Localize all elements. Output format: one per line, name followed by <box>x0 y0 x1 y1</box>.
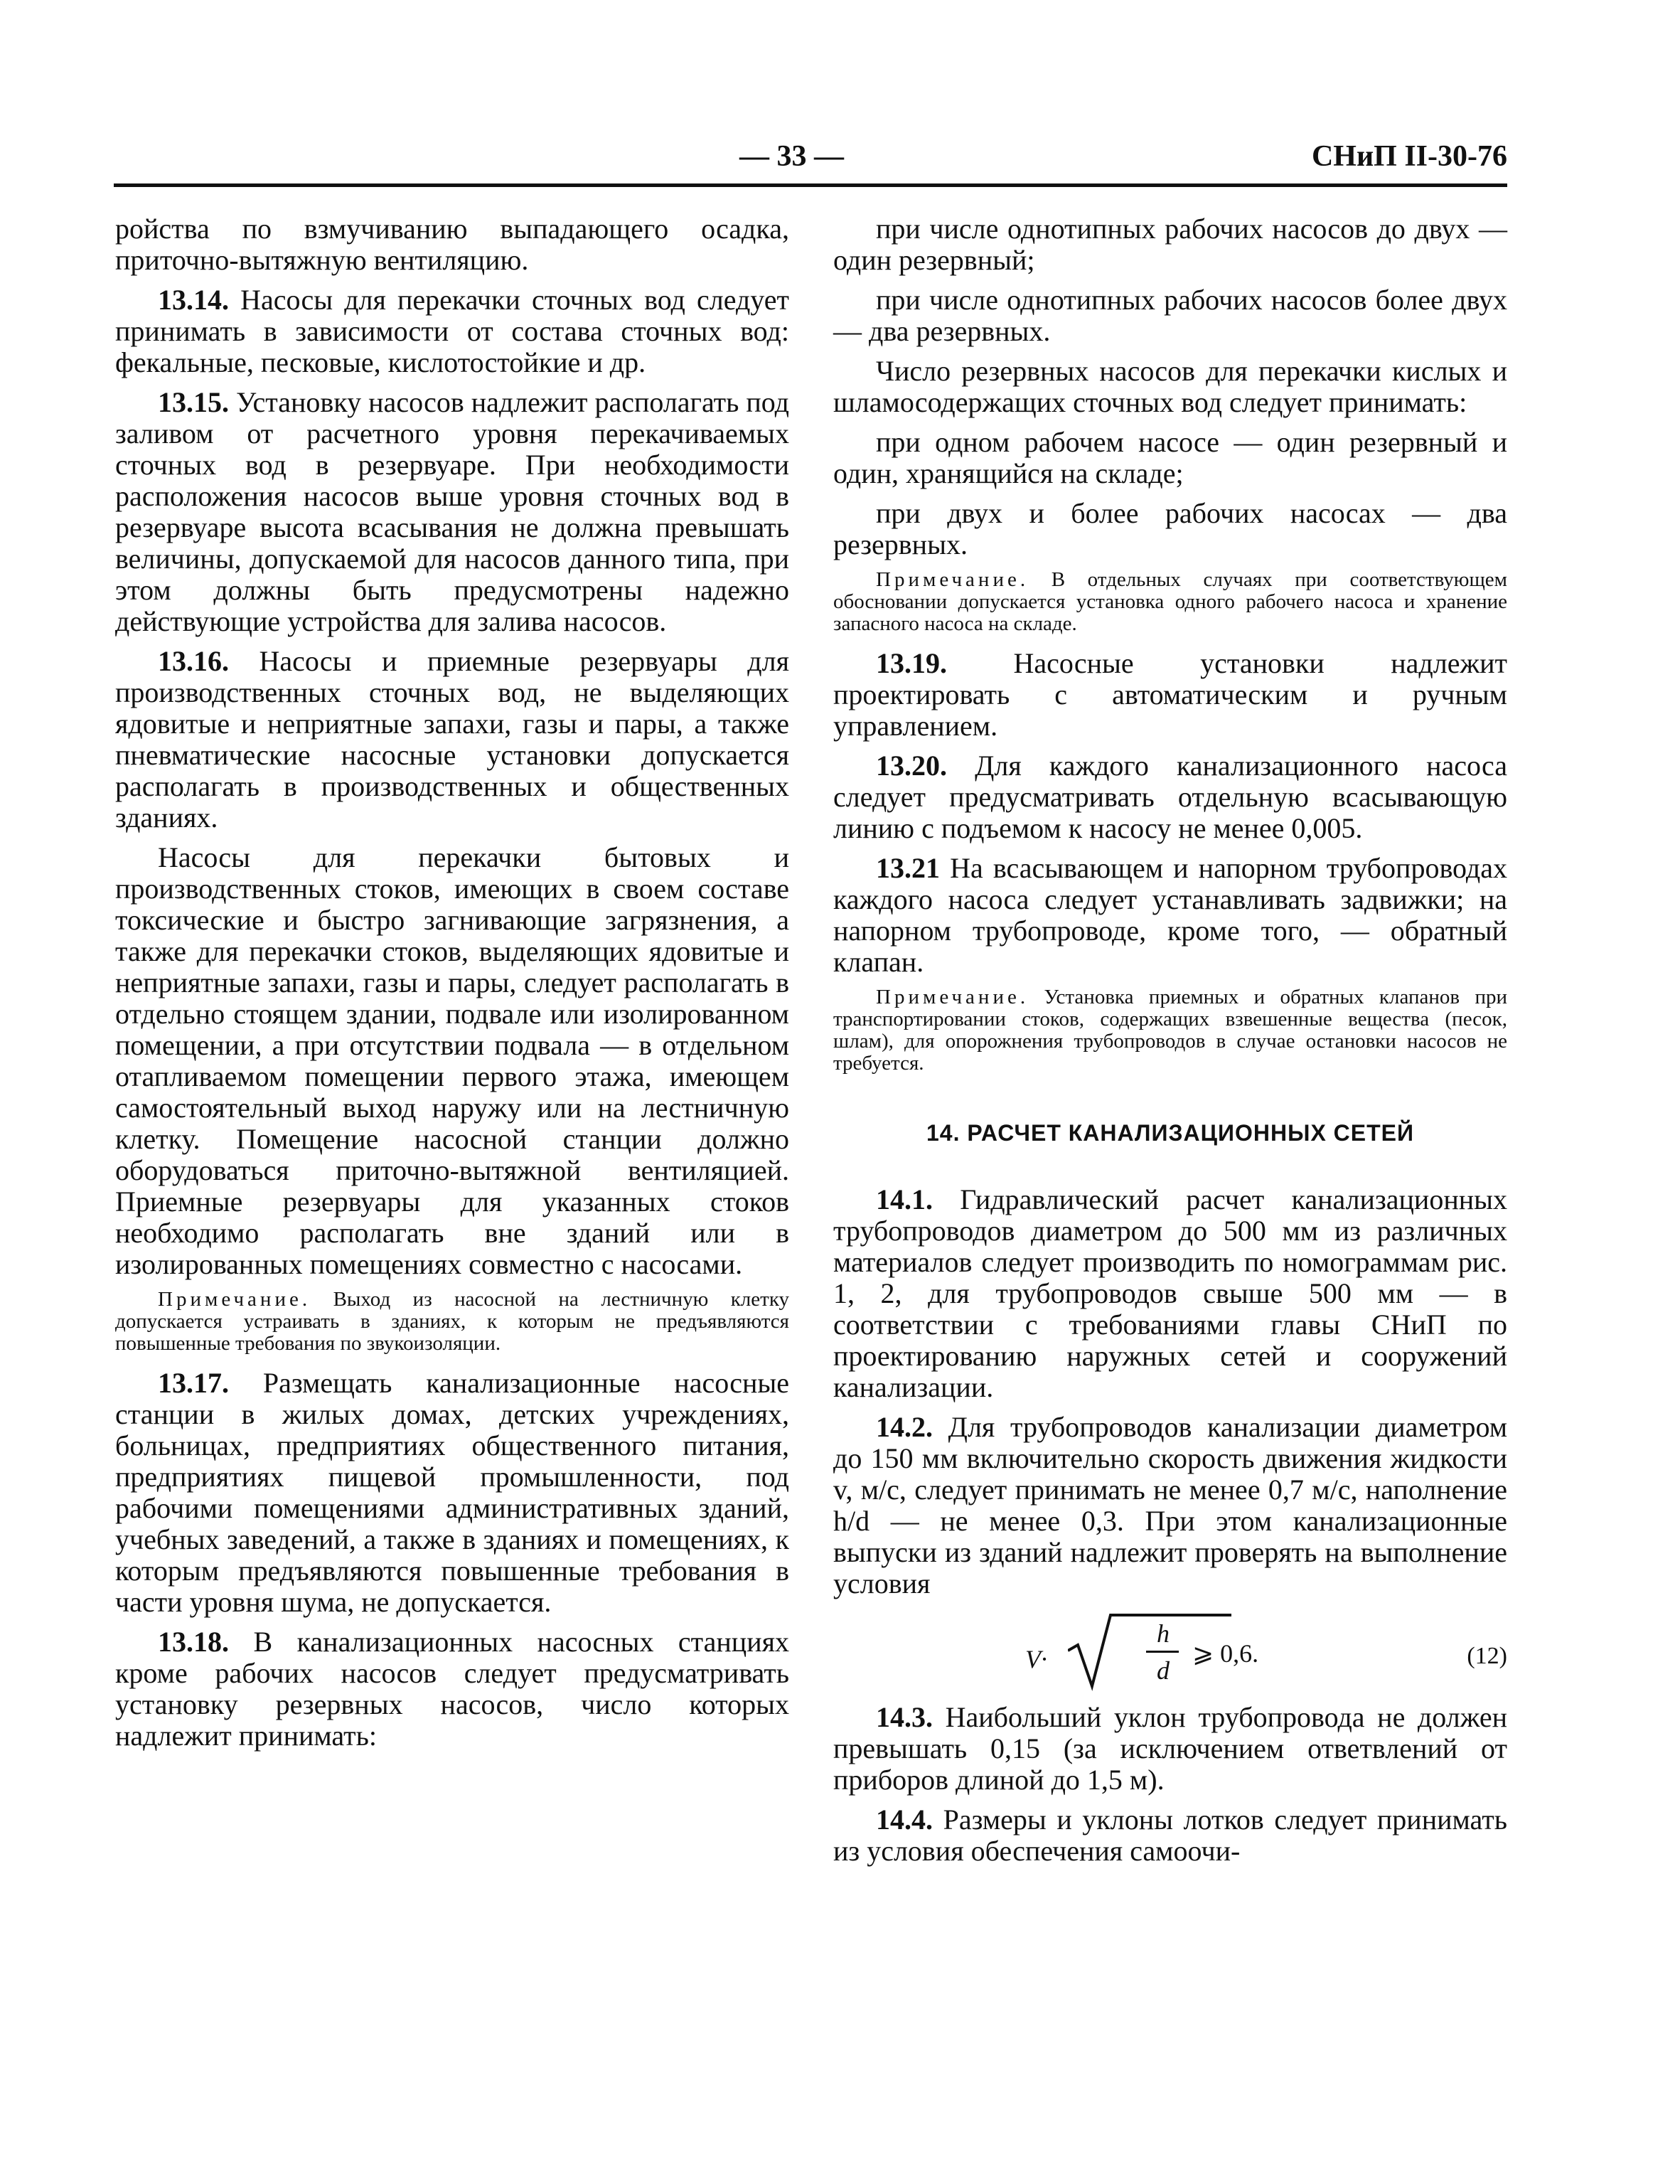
clause <box>115 387 789 637</box>
fraction-bar <box>1146 1651 1179 1653</box>
clause <box>115 284 789 378</box>
clause <box>115 646 789 833</box>
note-text: В отдельных случаях при соответствующем обосновании допускается установка одного рабочего насоса и хранение запасного насоса на складе. <box>833 568 1508 635</box>
clause-text: Насосы для перекачки сточных вод следует принимать в зависимости от состава сточных вод: фекальные, песковые, кислотостойкие и др. <box>115 284 790 378</box>
clause-number: 13.17. <box>158 1367 229 1399</box>
left-column <box>115 213 789 1760</box>
right-column-upper <box>833 213 1507 1599</box>
note <box>115 1289 789 1355</box>
clause-text: Для трубопроводов канализации диаметром до 150 мм включительно скорость движения жидкости v, м/с, следует принимать не менее 0,7 м/с, наполнение h/d — не менее 0,3. При этом канализационные выпуски из зданий надлежит проверять на выполнение условия <box>833 1411 1507 1599</box>
formula-numerator: h <box>1157 1619 1170 1648</box>
clause-number: 13.19. <box>876 647 947 679</box>
clause <box>833 1702 1507 1796</box>
clause-number: 13.14. <box>158 284 229 316</box>
paragraph: при двух и более рабочих насосах — два резервных. <box>833 497 1507 560</box>
clause-number: 13.18. <box>158 1626 229 1658</box>
note-text: Установка приемных и обратных клапанов при транспортировании стоков, содержащих взвешенные вещества (песок, шлам), для опорожнения трубопроводов в случае остановки насосов не требуется. <box>833 986 1507 1075</box>
clause-text: Насосы и приемные резервуары для производственных сточных вод, не выделяющих ядовитые и неприятные запахи, газы и пары, а также пневматические насосные установки допускается располагать в производственных и общественных зданиях. <box>115 645 790 833</box>
clause-text: Гидравлический расчет канализационных трубопроводов диаметром до 500 мм из различных материалов следует производить по номограммам рис. 1, 2, для трубопроводов свыше 500 мм — в соответствии с требованиями главы СНиП по проектированию наружных сетей и сооружений канализации. <box>833 1183 1508 1403</box>
formula-denominator: d <box>1157 1656 1170 1685</box>
clause-text: Размеры и уклоны лотков следует принимать из условия обеспечения самоочи- <box>833 1804 1507 1867</box>
formula-lhs: V· <box>1025 1645 1047 1673</box>
document-code: СНиП II-30-76 <box>1311 140 1507 173</box>
clause <box>833 1804 1507 1867</box>
page-number: — 33 — <box>739 140 844 173</box>
clause-number: 14.2. <box>876 1411 933 1443</box>
clause-text: Для каждого канализационного насоса следует предусматривать отдельную всасывающую линию с подъемом к насосу не менее 0,005. <box>833 750 1507 844</box>
header-rule <box>114 183 1507 187</box>
clause <box>833 648 1507 742</box>
clause-text: Насосные установки надлежит проектировать с автоматическим и ручным управлением. <box>833 647 1507 742</box>
clause <box>115 1368 789 1618</box>
right-column <box>833 213 1507 1875</box>
clause-number: 13.15. <box>158 386 229 418</box>
clause <box>833 1412 1507 1599</box>
clause-text: В канализационных насосных станциях кроме рабочих насосов следует предусматривать установку резервных насосов, число которых надлежит принимать: <box>115 1626 790 1752</box>
paragraph: при числе однотипных рабочих насосов более двух — два резервных. <box>833 284 1507 347</box>
clause-number: 13.20. <box>876 750 947 782</box>
paragraph: при числе однотипных рабочих насосов до двух — один резервный; <box>833 213 1507 276</box>
paragraph: при одном рабочем насосе — один резервный и один, хранящийся на складе; <box>833 426 1507 489</box>
clause-number: 14.1. <box>876 1183 933 1215</box>
formula-rhs: ⩾ 0,6. <box>1192 1639 1259 1668</box>
paragraph: ройства по взмучиванию выпадающего осадка, приточно-вытяжную вентиляцию. <box>115 213 789 276</box>
note-label: Примечание. <box>158 1288 311 1311</box>
note-label: Примечание. <box>876 568 1029 591</box>
clause <box>833 750 1507 844</box>
clause-number: 13.16. <box>158 645 229 677</box>
clause-number: 13.21 <box>876 852 940 884</box>
right-column-lower <box>833 1702 1507 1867</box>
clause <box>115 1626 789 1752</box>
equation-number: (12) <box>1467 1643 1507 1669</box>
clause-number: 14.3. <box>876 1701 933 1733</box>
section-heading: 14. РАСЧЕТ КАНАЛИЗАЦИОННЫХ СЕТЕЙ <box>926 1120 1415 1146</box>
page-header <box>114 132 1507 182</box>
clause-text: Размещать канализационные насосные станции в жилых домах, детских учреждениях, больницах, предприятиях общественного питания, предприятиях пищевой промышленности, под рабочими помещениями административных зданий, учебных заведений, а также в зданиях и помещениях, к которым предъявляются повышенные требования в части уровня шума, не допускается. <box>115 1367 789 1618</box>
clause <box>833 853 1507 978</box>
note-label: Примечание. <box>876 986 1029 1008</box>
note <box>833 569 1507 635</box>
note-text: Выход из насосной на лестничную клетку допускается устраивать в зданиях, к которым не предъявляются повышенные требования по звукоизоляции. <box>115 1288 790 1355</box>
paragraph: Насосы для перекачки бытовых и производственных стоков, имеющих в своем составе токсические и быстро загнивающие загрязнения, а также для перекачки стоков, выделяющих ядовитые и неприятные запахи, газы и пары, следует располагать в отдельно стоящем здании, подвале или изолированном помещении, а при отсутствии подвала — в отдельном отапливаемом помещении первого этажа, имеющем самостоятельный выход наружу или на лестничную клетку. Помещение насосной станции должно оборудоваться приточно-вытяжной вентиляцией. Приемные резервуары для указанных стоков необходимо располагать вне зданий или в изолированных помещениях совместно с насосами. <box>115 841 789 1280</box>
formula-12 <box>833 1608 1507 1693</box>
clause <box>833 1184 1507 1403</box>
clause-text: Наибольший уклон трубопровода не должен превышать 0,15 (за исключением ответвлений от приборов длиной до 1,5 м). <box>833 1701 1507 1796</box>
note <box>833 986 1507 1075</box>
paragraph: Число резервных насосов для перекачки кислых и шламосодержащих сточных вод следует принимать: <box>833 355 1507 418</box>
clause-text: На всасывающем и напорном трубопроводах каждого насоса следует устанавливать задвижки; на напорном трубопроводе, кроме того, — обратный клапан. <box>833 852 1508 978</box>
clause-text: Установку насосов надлежит располагать под заливом от расчетного уровня перекачиваемых сточных вод в резервуаре. При необходимости расположения насосов выше уровня сточных вод в резервуаре высота всасывания не должна превышать величины, допускаемой для насосов данного типа, при этом должны быть предусмотрены надежно действующие устройства для залива насосов. <box>115 386 790 637</box>
clause-number: 14.4. <box>876 1804 933 1836</box>
